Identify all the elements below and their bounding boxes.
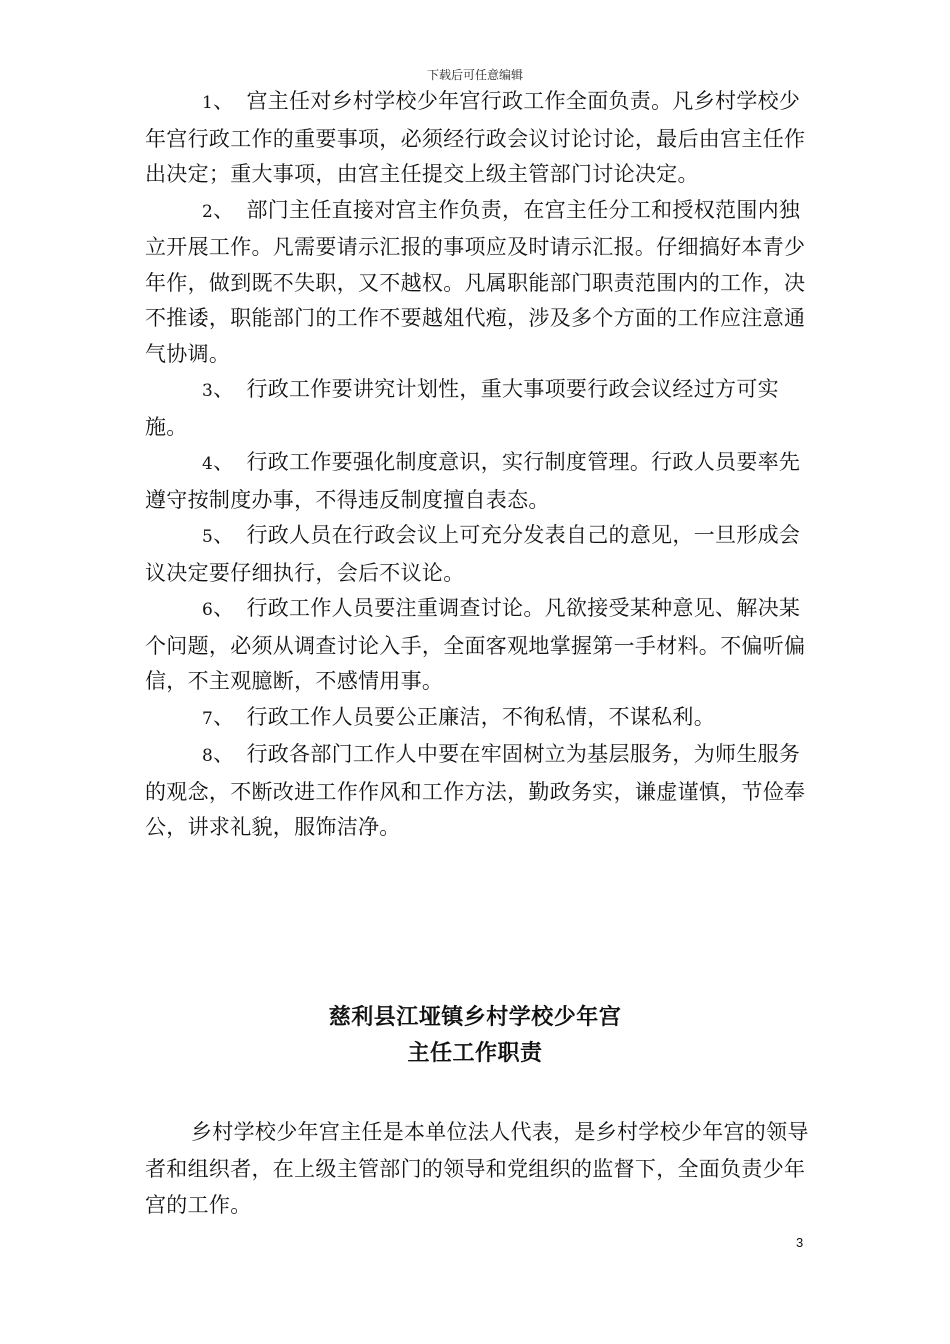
rule-text: 行政各部门工作人中要在牢固树立为基层服务，为师生服务的观念，不断改进工作作风和工作方法，勤政务实，谦虚谨慎，节俭奉公，讲求礼貌，服饰洁净。: [145, 742, 806, 839]
rule-number: 1: [202, 93, 214, 113]
rule-text: 行政工作人员要注重调查讨论。凡欲接受某种意见、解决某个问题，必须从调查讨论入手，全面客观地掌握第一手材料。不偏听偏信，不主观臆断，不感情用事。: [145, 596, 806, 693]
rule-text: 行政工作要讲究计划性，重大事项要行政会议经过方可实施。: [145, 377, 779, 439]
rule-item: [145, 700, 810, 738]
rule-separator: 、: [213, 377, 235, 401]
rule-separator: 、: [213, 742, 235, 766]
rules-list: [145, 84, 810, 846]
rule-number: 4: [202, 454, 214, 474]
rule-item: [145, 737, 810, 846]
rule-number: 6: [202, 600, 214, 620]
intro-paragraph: 乡村学校少年宫主任是本单位法人代表，是乡村学校少年宫的领导者和组织者，在上级主管部门的领导和党组织的监督下，全面负责少年宫的工作。: [145, 1120, 809, 1217]
rule-item: [145, 372, 810, 445]
rule-separator: 、: [213, 523, 235, 547]
rule-item: [145, 84, 810, 193]
rule-separator: 、: [213, 704, 235, 729]
rule-text: 宫主任对乡村学校少年宫行政工作全面负责。凡乡村学校少年宫行政工作的重要事项，必须经行政会议讨论讨论，最后由宫主任作出决定；重大事项，由宫主任提交上级主管部门讨论决定。: [145, 89, 806, 186]
rule-text: 行政人员在行政会议上可充分发表自己的意见，一旦形成会议决定要仔细执行，会后不议论。: [145, 523, 801, 585]
section-title-line1: 慈利县江垭镇乡村学校少年宫: [328, 1005, 622, 1030]
header-note: 下载后可任意编辑: [426, 68, 523, 82]
section-title-line2: 主任工作职责: [407, 1041, 543, 1066]
rule-number: 5: [202, 527, 214, 547]
rule-separator: 、: [213, 89, 235, 113]
rule-separator: 、: [213, 596, 235, 620]
rule-separator: 、: [213, 197, 235, 222]
rule-separator: 、: [213, 450, 235, 474]
page-number: 3: [796, 1235, 804, 1250]
rule-text: 行政工作人员要公正廉洁，不徇私情，不谋私利。: [246, 704, 716, 729]
rule-item: [145, 445, 810, 518]
rule-item: [145, 591, 810, 700]
rule-number: 8: [202, 746, 214, 766]
rule-item: [145, 193, 810, 373]
rule-item: [145, 518, 810, 591]
rule-text: 部门主任直接对宫主作负责，在宫主任分工和授权范围内独立开展工作。凡需要请示汇报的事项应及时请示汇报。仔细搞好本青少年作，做到既不失职，又不越权。凡属职能部门职责范围内的工作，决不推诿，职能部门的工作不要越俎代疱，涉及多个方面的工作应注意通气协调。: [145, 197, 806, 366]
rule-number: 3: [202, 381, 214, 401]
rule-number: 7: [202, 708, 214, 729]
rule-text: 行政工作要强化制度意识，实行制度管理。行政人员要率先遵守按制度办事，不得违反制度擅自表态。: [145, 450, 801, 512]
rule-number: 2: [202, 201, 214, 222]
